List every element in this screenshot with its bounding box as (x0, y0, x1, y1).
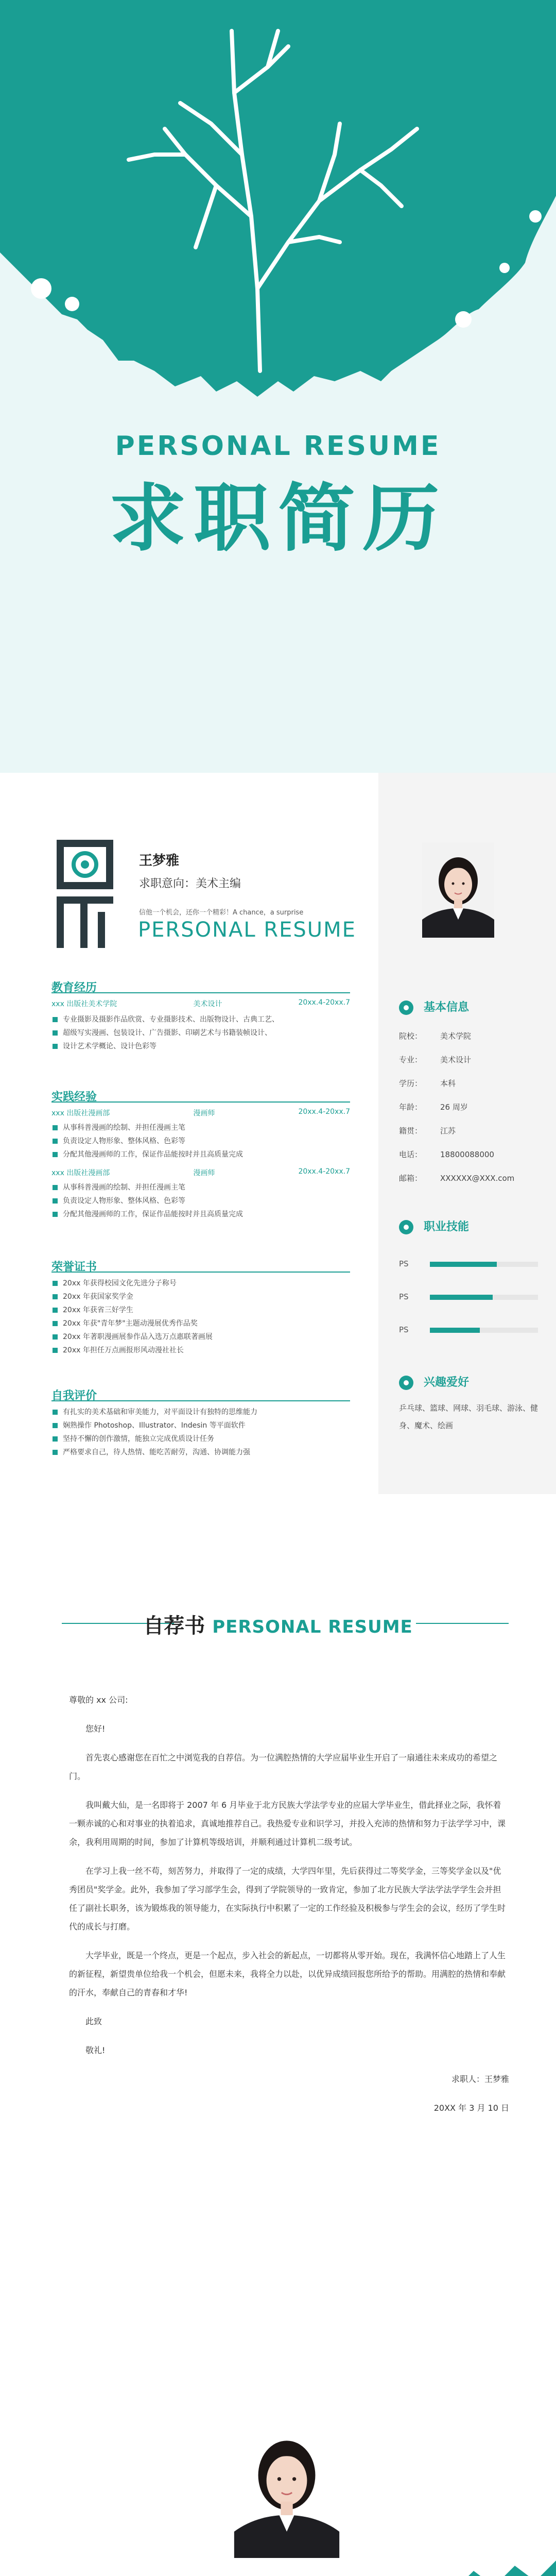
info-row-school: 院校： 美术学院 (399, 1031, 472, 1041)
info-row-major: 专业： 美术设计 (399, 1055, 472, 1064)
practice-meta (51, 1167, 350, 1178)
letter-paragraph: 首先衷心感谢您在百忙之中浏览我的自荐信。为一位满腔热情的大学应届毕业生开启了一扇通往未来成功的希望之门。 (69, 1753, 498, 1781)
self-evaluation-item: 严格要求自己，待人热情、能吃苦耐劳，沟通、协调能力强 (51, 1446, 350, 1459)
education-section (51, 979, 350, 1053)
hobby-title: 兴趣爱好 (424, 1376, 470, 1389)
cover-letter-section (0, 1494, 556, 2329)
self-evaluation-item: 坚持不懈的创作激情，能独立完成优质设计任务 (51, 1432, 350, 1446)
job-intent: 求职意向：美术主编 (139, 877, 241, 890)
education-school: xxx 出版社美术学院 (51, 1000, 117, 1008)
letter-date: 20XX 年 3 月 10 日 (433, 2103, 509, 2113)
cover-letter-title-chinese: 自荐书 (143, 1614, 205, 1638)
skills-heading (399, 1219, 469, 1235)
practice-meta (51, 1108, 350, 1118)
basic-info-icon (399, 1001, 413, 1015)
slogan: 信他一个机会，还你一个精彩！A chance，a surprise (139, 909, 304, 917)
resume-logo-graphic (57, 840, 113, 948)
hobby-text: 乒乓球、篮球、网球、羽毛球、游泳、健身、魔术、绘画 (399, 1403, 538, 1430)
education-course-line: 设计艺术学概论、设计色彩等 (51, 1040, 350, 1053)
practice-item: 分配其他漫画师的工作，保证作品能按时并且高质量完成 (51, 1148, 350, 1161)
practice-role: 漫画师 (193, 1169, 215, 1177)
education-title: 教育经历 (51, 979, 350, 993)
letter-signature: 求职人：王梦雅 (451, 2074, 509, 2084)
self-evaluation-section (51, 1387, 350, 1459)
skill-level-bar (430, 1262, 497, 1267)
skill-row: PS (399, 1325, 538, 1334)
cover-section (0, 0, 556, 773)
practice-item: 从事科普漫画的绘制、并担任漫画主笔 (51, 1121, 350, 1134)
skill-level-bar (430, 1295, 493, 1300)
cover-tree-illustration (0, 0, 556, 773)
info-row-origin: 籍贯： 江苏 (399, 1126, 456, 1136)
cover-letter-title-english: PERSONAL RESUME (212, 1617, 413, 1637)
education-course-line: 超级写实漫画、包装设计、广告摄影、印刷艺术与书籍装帧设计、 (51, 1026, 350, 1040)
basic-info-title: 基本信息 (424, 1001, 470, 1014)
award-item: 20xx 年著职漫画展参作品入选万点惠联著画展 (51, 1330, 350, 1344)
resume-section (0, 773, 556, 1494)
letter-paragraph: 我叫戴大仙，是一名即将于 2007 年 6 月毕业于北方民族大学法学专业的应届大学毕业生，借此择业之际，我怀着一颗赤诚的心和对事业的执着追求，真诚地推荐自己。我热爱专业和识学习，并投入充沛的热情和努力于法学学习中，课余，我利用周期的时间，参加了计算机等级培训，并顺利通过计算机二级考试。 (69, 1800, 506, 1847)
skill-row: PS (399, 1259, 538, 1268)
cover-title-english: PERSONAL RESUME (115, 431, 441, 462)
letter-hello: 您好! (85, 1724, 106, 1734)
self-evaluation-title: 自我评价 (51, 1387, 350, 1401)
cover-letter-body (69, 1691, 509, 2128)
resume-logo (57, 840, 113, 948)
back-profile-photo (233, 2419, 340, 2558)
skill-level-bar (430, 1328, 480, 1333)
profile-photo (422, 842, 494, 938)
practice-period: 20xx.4-20xx.7 (298, 1108, 350, 1116)
info-row-phone: 电话： 18800088000 (399, 1150, 494, 1159)
info-row-age: 年龄： 26 周岁 (399, 1103, 468, 1112)
skills-title: 职业技能 (424, 1221, 470, 1233)
education-course-line: 专业摄影及摄影作品欣赏、专业摄影技术、出版物设计、古典工艺、 (51, 1013, 350, 1026)
practice-period: 20xx.4-20xx.7 (298, 1167, 350, 1176)
award-item: 20xx 年获国家奖学金 (51, 1290, 350, 1303)
education-period: 20xx.4-20xx.7 (298, 998, 350, 1007)
practice-item: 负责设定人物形象、整体风格、色彩等 (51, 1134, 350, 1148)
info-row-degree: 学历： 本科 (399, 1079, 456, 1088)
skill-row: PS (399, 1292, 538, 1301)
practice-role: 漫画师 (193, 1109, 215, 1117)
basic-info-heading (399, 999, 469, 1016)
award-item: 20xx 年获得校园文化先进分子称号 (51, 1277, 350, 1290)
award-item: 20xx 年获省三好学生 (51, 1303, 350, 1317)
practice-item: 分配其他漫画师的工作，保证作品能按时并且高质量完成 (51, 1208, 350, 1221)
award-item: 20xx 年获"青年梦"主题动漫展优秀作品奖 (51, 1317, 350, 1330)
award-item: 20xx 年担任万点画报形风动漫社社长 (51, 1344, 350, 1357)
info-row-email: 邮箱： XXXXXX@XXX.com (399, 1174, 515, 1183)
letter-paragraph: 大学毕业，既是一个终点，更是一个起点，步入社会的新起点，一切都将从零开始。现在，我满怀信心地踏上了人生的新征程，新望贵单位给我一个机会，但愿未来，我将全力以赴，以优异成绩回报您所给予的帮助。用满腔的热情和奉献的汗水，奉献自己的青春和才华! (69, 1951, 506, 1997)
letter-closing: 此致 (85, 2016, 102, 2026)
skills-icon (399, 1220, 413, 1234)
self-evaluation-item: 娴熟操作 Photoshop、Illustrator、Indesin 等平面软件 (51, 1419, 350, 1432)
practice-company: xxx 出版社漫画部 (51, 1169, 110, 1177)
cover-letter-title (0, 1609, 556, 1639)
awards-title: 荣誉证书 (51, 1258, 350, 1273)
education-major: 美术设计 (193, 1000, 222, 1008)
letter-paragraph: 在学习上我一丝不苟，刻苦努力，并取得了一定的成绩，大学四年里，先后获得过二等奖学金，三等奖学金以及"优秀团员"奖学金。此外，我参加了学习部学生会，得到了学院领导的一致肯定，参加了北方民族大学法学法学学生会并担任了副社长职务，该为锻炼我的领导能力，在实际执行中积累了一定的工作经验及积极参与学生会的会议，经历了学生时代的成长与打磨。 (69, 1866, 506, 1931)
self-evaluation-item: 有扎实的美术基础和审美能力，对平面设计有独特的思维能力 (51, 1405, 350, 1419)
hobby-icon (399, 1376, 413, 1390)
candidate-name: 王梦雅 (139, 853, 180, 869)
practice-item: 负责设定人物形象、整体风格、色彩等 (51, 1194, 350, 1208)
education-meta (51, 998, 350, 1009)
letter-salute: 敬礼! (85, 2045, 106, 2055)
letter-greeting: 尊敬的 xx 公司: (69, 1695, 128, 1705)
awards-section (51, 1258, 350, 1357)
practice-company: xxx 出版社漫画部 (51, 1109, 110, 1117)
hobby-heading (399, 1375, 469, 1391)
resume-title-english: PERSONAL RESUME (138, 918, 356, 942)
practice-section (51, 1088, 350, 1221)
cover-title-chinese: 求职简历 (109, 476, 447, 562)
practice-item: 从事科普漫画的绘制、并担任漫画主笔 (51, 1181, 350, 1194)
practice-title: 实践经验 (51, 1088, 350, 1103)
back-cover-section (0, 2329, 556, 2576)
